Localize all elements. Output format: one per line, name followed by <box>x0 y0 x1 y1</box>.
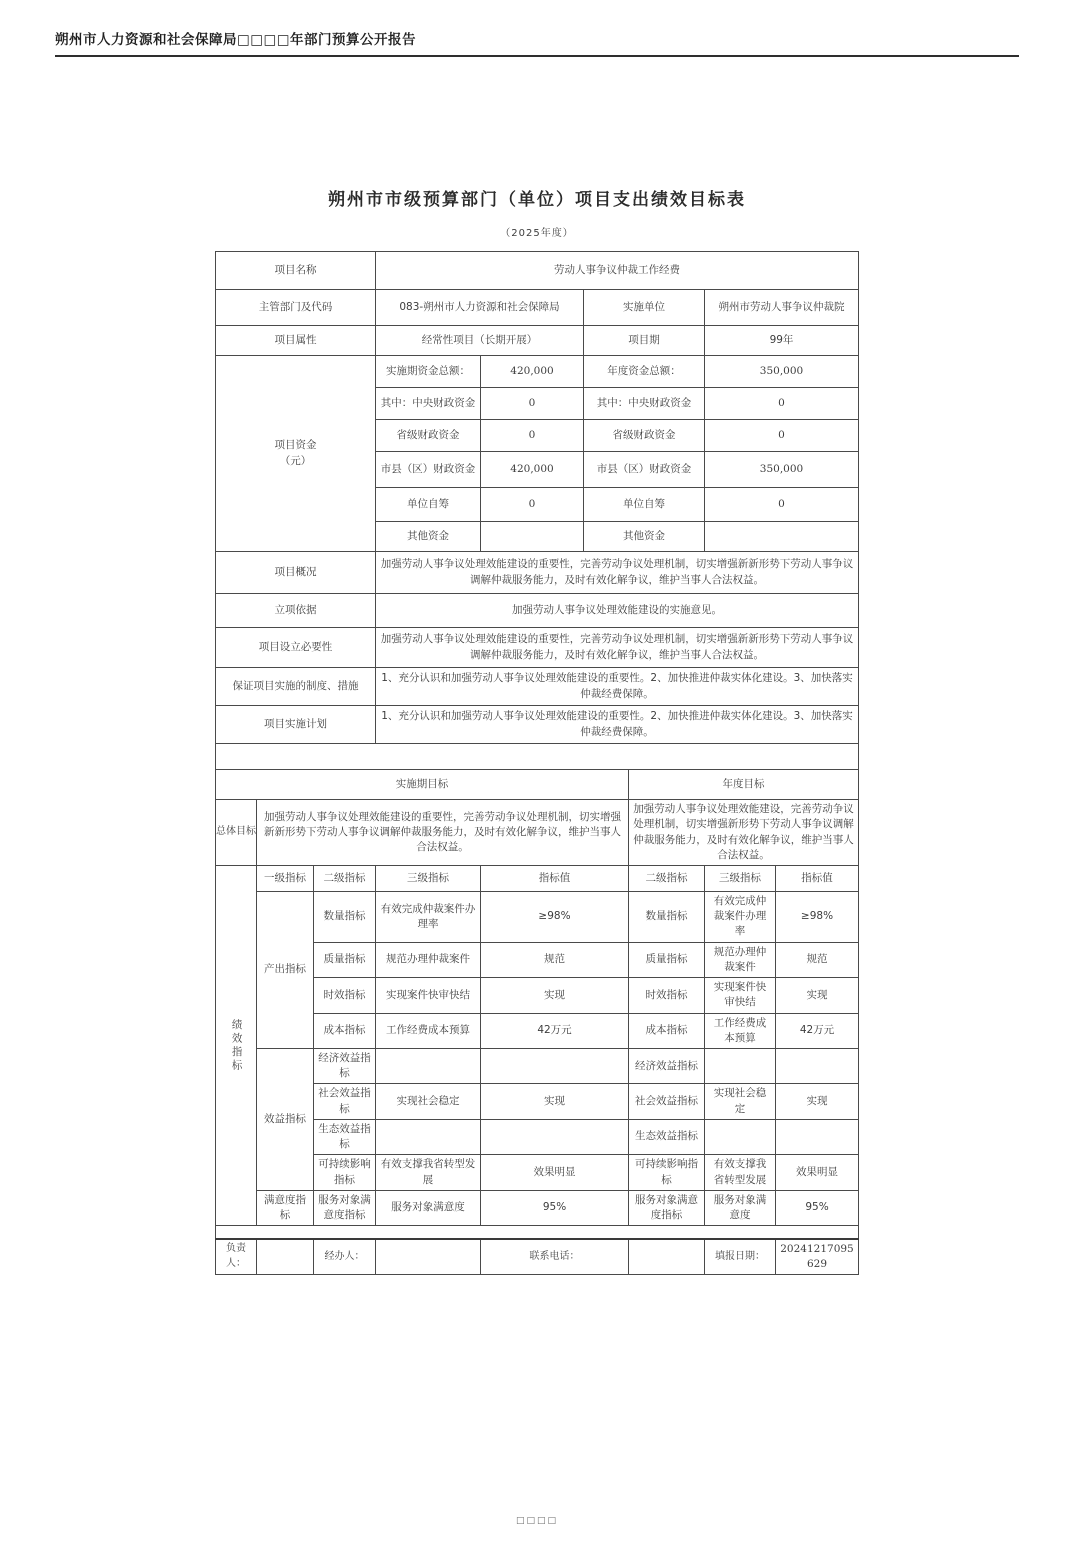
indicator-level3: 有效支撑我省转型发展 <box>376 1155 481 1190</box>
indicator-header-value: 指标值 <box>481 866 629 892</box>
project-name-value: 劳动人事争议仲裁工作经费 <box>376 252 859 290</box>
funding-label <box>216 356 376 552</box>
phone-value-cell <box>629 1239 705 1275</box>
funding-row-value: 420,000 <box>481 452 584 488</box>
section-text: 1、充分认识和加强劳动人事争议处理效能建设的重要性。2、加快推进仲裁实体化建设。3、加快落实仲裁经费保障。 <box>376 706 859 744</box>
indicator-level2: 服务对象满意度指标 <box>314 1190 376 1225</box>
indicator-value: 实现 <box>481 1084 629 1119</box>
table-row <box>216 326 859 356</box>
indicator-header-level1: 一级指标 <box>257 866 314 892</box>
indicator-level2: 经济效益指标 <box>314 1048 376 1083</box>
funding-row-value: 420,000 <box>481 356 584 388</box>
indicator-group-name: 产出指标 <box>257 892 314 1049</box>
indicator-level2-annual: 服务对象满意度指标 <box>629 1190 705 1225</box>
indicator-level3-annual: 实现案件快审快结 <box>705 978 776 1013</box>
indicator-level2: 生态效益指标 <box>314 1119 376 1154</box>
indicator-value-annual: 实现 <box>776 978 859 1013</box>
indicator-header-level2-annual: 二级指标 <box>629 866 705 892</box>
page-subtitle: （2025年度） <box>500 228 574 239</box>
indicator-header-level3-annual: 三级指标 <box>705 866 776 892</box>
impl-unit-label: 实施单位 <box>584 290 705 326</box>
performance-indicator-side-label-text: 绩效指标 <box>230 1018 243 1073</box>
funding-row-label: 实施期资金总额： <box>376 356 481 388</box>
funding-row-value: 0 <box>705 388 859 420</box>
indicator-header-level3: 三级指标 <box>376 866 481 892</box>
funding-row-value: 0 <box>705 420 859 452</box>
indicator-level2: 数量指标 <box>314 892 376 943</box>
funding-row-value: 0 <box>481 420 584 452</box>
indicator-level3: 有效完成仲裁案件办理率 <box>376 892 481 943</box>
indicator-level3: 服务对象满意度 <box>376 1190 481 1225</box>
project-name-label: 项目名称 <box>216 252 376 290</box>
indicator-group-name: 效益指标 <box>257 1048 314 1190</box>
funding-row-value: 350,000 <box>705 356 859 388</box>
indicator-value <box>481 1119 629 1154</box>
handler-label: 经办人： <box>314 1239 376 1275</box>
dept-code-value: 083-朔州市人力资源和社会保障局 <box>376 290 584 326</box>
funding-row-label: 其中：中央财政资金 <box>584 388 705 420</box>
table-row <box>216 866 859 892</box>
indicator-group-name: 满意度指标 <box>257 1190 314 1225</box>
section-label: 项目概况 <box>216 552 376 594</box>
funding-row-label: 单位自筹 <box>376 488 481 522</box>
indicator-value: 42万元 <box>481 1013 629 1048</box>
indicator-level2-annual: 数量指标 <box>629 892 705 943</box>
indicator-value: 效果明显 <box>481 1155 629 1190</box>
indicator-value: 规范 <box>481 942 629 977</box>
table-row <box>216 1190 859 1225</box>
indicator-level3 <box>376 1048 481 1083</box>
funding-row-value: 0 <box>481 488 584 522</box>
indicator-header-level2: 二级指标 <box>314 866 376 892</box>
table-row <box>216 594 859 628</box>
table-row <box>216 356 859 388</box>
indicator-level2-annual: 经济效益指标 <box>629 1048 705 1083</box>
indicator-level3-annual: 工作经费成本预算 <box>705 1013 776 1048</box>
indicator-level3: 规范办理仲裁案件 <box>376 942 481 977</box>
impl-period-goal-text: 加强劳动人事争议处理效能建设的重要性，完善劳动争议处理机制，切实增强新新形势下劳动人事争议调解仲裁服务能力，及时有效化解争议，维护当事人合法权益。 <box>257 800 629 866</box>
indicator-value-annual: 规范 <box>776 942 859 977</box>
indicator-level3-annual: 服务对象满意度 <box>705 1190 776 1225</box>
document-header <box>55 28 1019 57</box>
indicator-level3 <box>376 1119 481 1154</box>
indicator-value: 实现 <box>481 978 629 1013</box>
indicator-level2: 可持续影响指标 <box>314 1155 376 1190</box>
section-label: 保证项目实施的制度、措施 <box>216 668 376 706</box>
table-row <box>216 706 859 744</box>
section-text: 加强劳动人事争议处理效能建设的重要性，完善劳动争议处理机制，切实增强新新形势下劳动人事争议调解仲裁服务能力，及时有效化解争议，维护当事人合法权益。 <box>376 628 859 668</box>
indicator-level2-annual: 成本指标 <box>629 1013 705 1048</box>
funding-row-label: 其中：中央财政资金 <box>376 388 481 420</box>
indicator-level2: 质量指标 <box>314 942 376 977</box>
indicator-level3: 工作经费成本预算 <box>376 1013 481 1048</box>
table-row <box>216 668 859 706</box>
dept-code-label: 主管部门及代码 <box>216 290 376 326</box>
section-text: 加强劳动人事争议处理效能建设的重要性，完善劳动争议处理机制，切实增强新新形势下劳动人事争议调解仲裁服务能力，及时有效化解争议，维护当事人合法权益。 <box>376 552 859 594</box>
indicator-level2-annual: 时效指标 <box>629 978 705 1013</box>
report-date-label: 填报日期： <box>705 1239 776 1275</box>
indicator-level3-annual: 有效支撑我省转型发展 <box>705 1155 776 1190</box>
leader-label: 负责人： <box>216 1239 257 1275</box>
page-footer-mark: □□□□ <box>515 1516 558 1526</box>
signoff-row <box>216 1239 859 1275</box>
indicator-value <box>481 1048 629 1083</box>
indicator-value: 95% <box>481 1190 629 1225</box>
table-row <box>216 1048 859 1083</box>
indicator-value-annual <box>776 1048 859 1083</box>
indicator-level3-annual <box>705 1119 776 1154</box>
table-row <box>216 770 859 800</box>
impl-unit-value: 朔州市劳动人事争议仲裁院 <box>705 290 859 326</box>
attribute-label: 项目属性 <box>216 326 376 356</box>
indicator-level3-annual: 规范办理仲裁案件 <box>705 942 776 977</box>
table-row <box>216 892 859 943</box>
indicator-value-annual: 效果明显 <box>776 1155 859 1190</box>
annual-goal-text: 加强劳动人事争议处理效能建设，完善劳动争议处理机制，切实增强新形势下劳动人事争议调解仲裁服务能力，及时有效化解争议，维护当事人合法权益。 <box>629 800 859 866</box>
funding-row-value: 0 <box>481 388 584 420</box>
empty-cell <box>216 1226 859 1239</box>
indicator-level3: 实现社会稳定 <box>376 1084 481 1119</box>
performance-indicator-side-label <box>216 866 257 1226</box>
section-label: 项目实施计划 <box>216 706 376 744</box>
period-label: 项目期 <box>584 326 705 356</box>
performance-target-table <box>215 251 859 1275</box>
indicator-level3-annual: 有效完成仲裁案件办理率 <box>705 892 776 943</box>
funding-row-label: 省级财政资金 <box>584 420 705 452</box>
indicator-level2-annual: 社会效益指标 <box>629 1084 705 1119</box>
funding-label-line1: 项目资金 <box>274 439 317 452</box>
funding-row-label: 市县（区）财政资金 <box>376 452 481 488</box>
indicator-level3-annual <box>705 1048 776 1083</box>
period-value: 99年 <box>705 326 859 356</box>
indicator-level2-annual: 生态效益指标 <box>629 1119 705 1154</box>
empty-cell <box>216 744 859 770</box>
table-row <box>216 290 859 326</box>
section-text: 加强劳动人事争议处理效能建设的实施意见。 <box>376 594 859 628</box>
funding-row-value: 350,000 <box>705 452 859 488</box>
table-row <box>216 628 859 668</box>
funding-row-label: 单位自筹 <box>584 488 705 522</box>
phone-label: 联系电话： <box>481 1239 629 1275</box>
indicator-level3: 实现案件快审快结 <box>376 978 481 1013</box>
funding-row-label: 年度资金总额： <box>584 356 705 388</box>
annual-goal-header: 年度目标 <box>629 770 859 800</box>
funding-row-value <box>481 522 584 552</box>
table-row <box>216 552 859 594</box>
indicator-header-value-annual: 指标值 <box>776 866 859 892</box>
section-label: 项目设立必要性 <box>216 628 376 668</box>
indicator-level2-annual: 质量指标 <box>629 942 705 977</box>
indicator-value-annual <box>776 1119 859 1154</box>
funding-row-value: 0 <box>705 488 859 522</box>
indicator-level2: 社会效益指标 <box>314 1084 376 1119</box>
funding-row-label: 省级财政资金 <box>376 420 481 452</box>
table-row <box>216 800 859 866</box>
indicator-value-annual: 实现 <box>776 1084 859 1119</box>
section-label: 立项依据 <box>216 594 376 628</box>
spacer-row <box>216 1226 859 1239</box>
table-row <box>216 252 859 290</box>
funding-row-label: 其他资金 <box>376 522 481 552</box>
report-date-value: 20241217095629 <box>776 1239 859 1275</box>
indicator-value-annual: ≥98% <box>776 892 859 943</box>
section-text: 1、充分认识和加强劳动人事争议处理效能建设的重要性。2、加快推进仲裁实体化建设。3、加快落实仲裁经费保障。 <box>376 668 859 706</box>
indicator-value-annual: 42万元 <box>776 1013 859 1048</box>
page-title: 朔州市市级预算部门（单位）项目支出绩效目标表 <box>328 190 746 210</box>
funding-row-value <box>705 522 859 552</box>
indicator-level2-annual: 可持续影响指标 <box>629 1155 705 1190</box>
funding-label-line2: （元） <box>279 454 312 467</box>
indicator-level2: 成本指标 <box>314 1013 376 1048</box>
impl-period-goal-header: 实施期目标 <box>216 770 629 800</box>
indicator-value: ≥98% <box>481 892 629 943</box>
attribute-value: 经常性项目（长期开展） <box>376 326 584 356</box>
handler-value-cell <box>376 1239 481 1275</box>
funding-row-label: 其他资金 <box>584 522 705 552</box>
overall-goal-label: 总体目标 <box>216 800 257 866</box>
document-header-title: 朔州市人力资源和社会保障局□□□□年部门预算公开报告 <box>55 32 417 48</box>
indicator-level3-annual: 实现社会稳定 <box>705 1084 776 1119</box>
indicator-level2: 时效指标 <box>314 978 376 1013</box>
indicator-value-annual: 95% <box>776 1190 859 1225</box>
funding-row-label: 市县（区）财政资金 <box>584 452 705 488</box>
spacer-row <box>216 744 859 770</box>
leader-value-cell <box>257 1239 314 1275</box>
